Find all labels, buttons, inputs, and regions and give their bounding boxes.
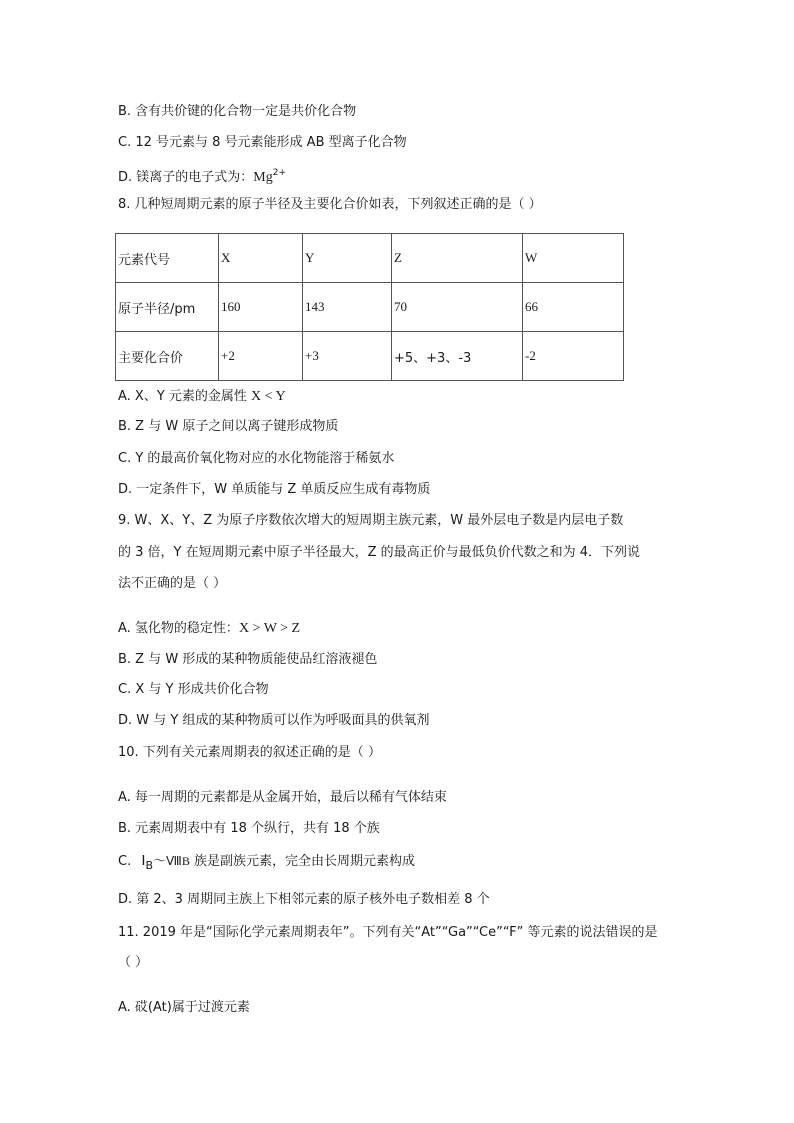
table-cell: +2 bbox=[219, 332, 303, 381]
group-roman-numeral-1: Ⅰ bbox=[141, 854, 146, 869]
q10-option-c-label: C. bbox=[118, 854, 136, 869]
q9-stem-line-2: 的 3 倍，Y 在短周期元素中原子半径最大，Z 的最高正价与最低负价代数之和为 4．下列说 bbox=[118, 545, 641, 560]
q8-option-a-math: X < Y bbox=[251, 389, 286, 404]
q7-option-d bbox=[118, 165, 286, 186]
table-cell: X bbox=[219, 234, 303, 283]
group-subscript-b: B bbox=[145, 859, 154, 872]
q11-stem-line-1: 11. 2019 年是“国际化学元素周期表年”。下列有关“At”“Ga”“Ce”“F” 等元素的说法错误的是 bbox=[118, 925, 658, 940]
q9-stem-line-3: 法不正确的是（ ） bbox=[118, 576, 227, 591]
q10-option-a: A. 每一周期的元素都是从金属开始，最后以稀有气体结束 bbox=[118, 790, 447, 805]
q7-option-b: B. 含有共价键的化合物一定是共价化合物 bbox=[118, 104, 357, 119]
q9-stem-line-1: 9. W、X、Y、Z 为原子序数依次增大的短周期主族元素，W 最外层电子数是内层电子数 bbox=[118, 513, 624, 528]
table-cell: 原子半径/pm bbox=[116, 283, 219, 332]
q7-option-c: C. 12 号元素与 8 号元素能形成 AB 型离子化合物 bbox=[118, 135, 407, 150]
q9-option-a-math: X > W > Z bbox=[238, 621, 301, 636]
table-cell: 元素代号 bbox=[116, 234, 219, 283]
table-cell: -2 bbox=[523, 332, 624, 381]
table-cell: Z bbox=[392, 234, 523, 283]
q8-option-a bbox=[118, 389, 286, 405]
element-properties-table bbox=[115, 233, 624, 381]
magnesium-ion-formula: Mg bbox=[253, 170, 273, 185]
q10-option-b: B. 元素周期表中有 18 个纵行，共有 18 个族 bbox=[118, 821, 380, 836]
group-roman-numeral-8b: ⅧB bbox=[166, 854, 190, 868]
q9-option-c: C. X 与 Y 形成共价化合物 bbox=[118, 682, 269, 697]
q8-option-c: C. Y 的最高价氧化物对应的水化物能溶于稀氨水 bbox=[118, 451, 395, 466]
table-cell: +5、+3、-3 bbox=[392, 332, 523, 381]
q8-stem: 8. 几种短周期元素的原子半径及主要化合价如表，下列叙述正确的是（ ） bbox=[118, 197, 542, 212]
q9-option-a bbox=[118, 621, 300, 637]
q9-option-d: D. W 与 Y 组成的某种物质可以作为呼吸面具的供氧剂 bbox=[118, 713, 430, 728]
magnesium-ion-charge: 2+ bbox=[272, 168, 287, 178]
q8-option-a-text: A. X、Y 元素的金属性 bbox=[118, 389, 252, 404]
q8-option-b: B. Z 与 W 原子之间以离子键形成物质 bbox=[118, 419, 339, 434]
q11-option-a: A. 砹(At)属于过渡元素 bbox=[118, 1000, 250, 1015]
q10-option-d: D. 第 2、3 周期同主族上下相邻元素的原子核外电子数相差 8 个 bbox=[118, 892, 490, 907]
table-cell: 160 bbox=[219, 283, 303, 332]
q10-option-c bbox=[118, 853, 415, 874]
q11-stem-line-2: （ ） bbox=[118, 955, 149, 970]
table-row bbox=[116, 332, 624, 381]
q10-stem: 10. 下列有关元素周期表的叙述正确的是（ ） bbox=[118, 745, 381, 760]
q10-option-c-text: 族是副族元素，完全由长周期元素构成 bbox=[189, 854, 415, 869]
q9-option-a-text: A. 氢化物的稳定性： bbox=[118, 621, 239, 636]
table-cell: 主要化合价 bbox=[116, 332, 219, 381]
table-cell: +3 bbox=[303, 332, 392, 381]
table-row bbox=[116, 283, 624, 332]
q9-option-b: B. Z 与 W 形成的某种物质能使品红溶液褪色 bbox=[118, 652, 378, 667]
table-cell: Y bbox=[303, 234, 392, 283]
q7-option-d-text: D. 镁离子的电子式为： bbox=[118, 170, 254, 185]
table-cell: W bbox=[523, 234, 624, 283]
table-header-row bbox=[116, 234, 624, 283]
table-cell: 66 bbox=[523, 283, 624, 332]
q8-option-d: D. 一定条件下，W 单质能与 Z 单质反应生成有毒物质 bbox=[118, 482, 431, 497]
table-cell: 143 bbox=[303, 283, 392, 332]
tilde-symbol: ～ bbox=[153, 854, 167, 869]
table-cell: 70 bbox=[392, 283, 523, 332]
